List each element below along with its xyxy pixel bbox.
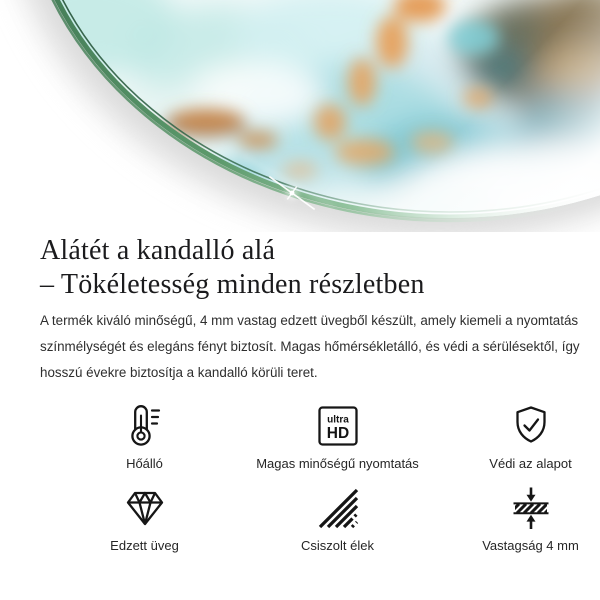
feature-tempered-glass [48, 483, 241, 553]
description-line: színmélységét és elegáns fényt biztosít. Magas hőmérsékletálló, és védi a sérülésektől, így [40, 339, 580, 354]
ultra-hd-text-bottom: HD [326, 425, 349, 442]
product-copy [0, 234, 600, 553]
feature-label: Edzett üveg [110, 538, 179, 553]
feature-protects-base [434, 401, 600, 471]
diamond-icon [121, 483, 169, 533]
feature-label: Hőálló [126, 456, 163, 471]
feature-polished-edges [241, 483, 434, 553]
thermometer-icon [121, 401, 169, 451]
product-description [40, 308, 580, 386]
feature-thickness [434, 483, 600, 553]
beveled-edge-icon [314, 483, 362, 533]
ultra-hd-text-top: ultra [326, 414, 349, 426]
shield-check-icon [507, 401, 555, 451]
feature-label: Vastagság 4 mm [482, 538, 579, 553]
thickness-icon [507, 483, 555, 533]
feature-grid [48, 401, 600, 553]
description-line: hosszú évekre biztosítja a kandalló körüli teret. [40, 365, 318, 380]
feature-label: Magas minőségű nyomtatás [256, 456, 419, 471]
feature-heat-resistant [48, 401, 241, 471]
page-title-line1: Alátét a kandalló alá [40, 235, 276, 266]
description-line: A termék kiváló minőségű, 4 mm vastag edzett üvegből készült, amely kiemeli a nyomtatás [40, 313, 579, 328]
product-photo [0, 0, 600, 232]
feature-label: Csiszolt élek [301, 538, 374, 553]
feature-print-quality [241, 401, 434, 471]
ultra-hd-icon [314, 401, 362, 451]
feature-label: Védi az alapot [489, 456, 572, 471]
page-title-line2: – Tökéletesség minden részletben [40, 269, 425, 300]
page-title [40, 234, 570, 302]
glass-disc-illustration [0, 0, 600, 232]
